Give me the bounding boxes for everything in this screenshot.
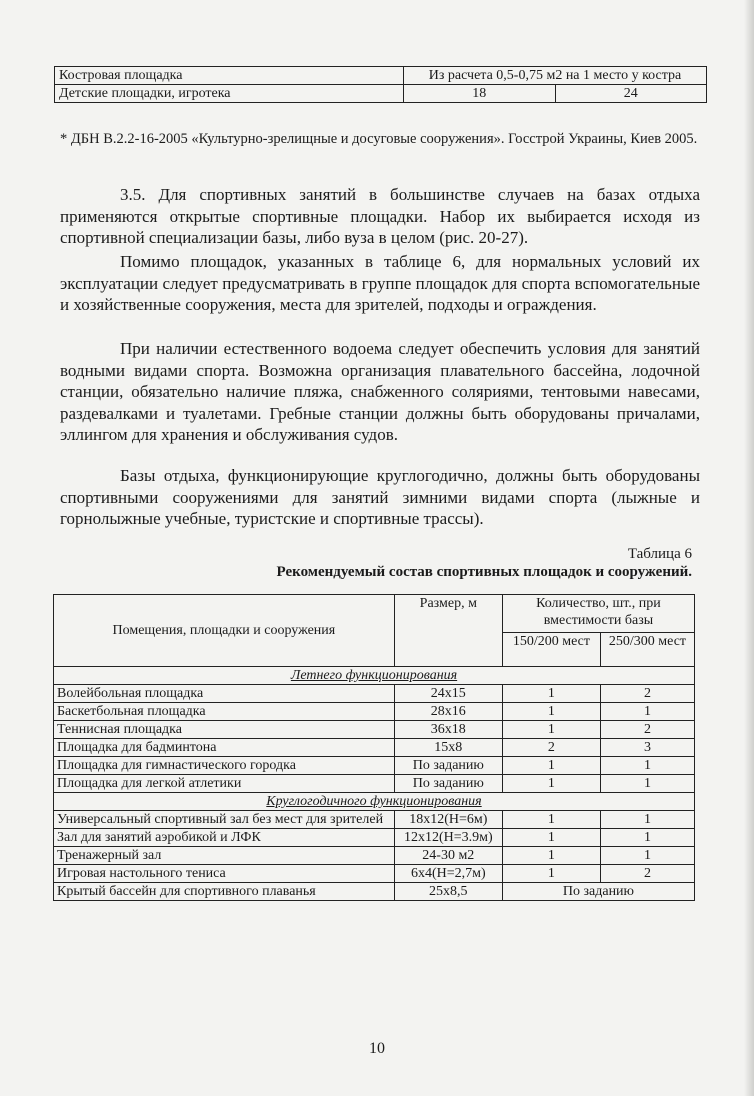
table-row: [54, 883, 695, 901]
row-size: 25х8,5: [394, 883, 502, 901]
row-q1: 1: [502, 757, 600, 775]
section-row: [54, 793, 695, 811]
row-name: Зал для занятий аэробикой и ЛФК: [54, 829, 395, 847]
header-capacity-1: 150/200 мест: [502, 633, 600, 667]
paragraph: Помимо площадок, указанных в таблице 6, для нормальных условий их эксплуатации следует предусматривать в группе площадок для спорта вспомогательные и хозяйственные сооружения, места для зрителей, подходы и ограждения.: [60, 252, 700, 314]
row-q2: 3: [600, 739, 694, 757]
row-q2: 1: [600, 703, 694, 721]
row-q2: 1: [600, 847, 694, 865]
paragraph: При наличии естественного водоема следует обеспечить условия для занятий водными видами спорта. Возможна организация плавательного бассейна, лодочной станции, обязательно наличие пляжа, снабженного соляриями, тентовыми навесами, раздевалками и туалетами. Гребные станции должны быть оборудованы причалами, эллингом для хранения и обслуживания судов.: [60, 339, 700, 444]
table-row: [54, 721, 695, 739]
table-row: [54, 847, 695, 865]
row-q2: 1: [600, 775, 694, 793]
sports-facilities-table: [53, 594, 695, 901]
table-row: [55, 67, 707, 85]
table-header-row: [54, 595, 695, 633]
table-row: [54, 739, 695, 757]
row-q2: 2: [600, 865, 694, 883]
section-row: [54, 667, 695, 685]
row-name: Крытый бассейн для спортивного плаванья: [54, 883, 395, 901]
table-row: [54, 829, 695, 847]
row-name: Тренажерный зал: [54, 847, 395, 865]
row-size: По заданию: [394, 775, 502, 793]
row-q2: 1: [600, 757, 694, 775]
table-row: [54, 703, 695, 721]
row-name: Игровая настольного тениса: [54, 865, 395, 883]
row-q1: 1: [502, 703, 600, 721]
row-q2: 2: [600, 721, 694, 739]
header-size: Размер, м: [394, 595, 502, 667]
row-q1: 1: [502, 847, 600, 865]
row-name: Площадка для бадминтона: [54, 739, 395, 757]
section-summer: Летнего функционирования: [54, 667, 695, 685]
table-row: [54, 685, 695, 703]
table-cell: 24: [555, 85, 707, 103]
paragraph: 3.5. Для спортивных занятий в большинстве случаев на базах отдыха применяются открытые спортивные площадки. Набор их выбирается исходя из спортивной специализации базы, либо вуза в целом (рис. 20-27).: [60, 185, 700, 247]
page-edge-shadow: [744, 0, 754, 1096]
table-cell: Костровая площадка: [55, 67, 404, 85]
row-name: Теннисная площадка: [54, 721, 395, 739]
footnote: * ДБН В.2.2-16-2005 «Культурно-зрелищные и досуговые сооружения». Госстрой Украины, Киев 2005.: [60, 131, 698, 147]
header-quantity: Количество, шт., при вместимости базы: [502, 595, 694, 633]
row-q2: 1: [600, 811, 694, 829]
table-row: [54, 775, 695, 793]
row-size: 18х12(Н=6м): [394, 811, 502, 829]
table-cell: 18: [404, 85, 556, 103]
table-number: Таблица 6: [627, 546, 692, 562]
row-q2: 1: [600, 829, 694, 847]
row-q1: 1: [502, 811, 600, 829]
row-size: 15х8: [394, 739, 502, 757]
row-name: Баскетбольная площадка: [54, 703, 395, 721]
table-row: [54, 757, 695, 775]
section-year-round: Круглогодичного функционирования: [54, 793, 695, 811]
row-q1: 2: [502, 739, 600, 757]
table-title: Рекомендуемый состав спортивных площадок и сооружений.: [276, 564, 692, 580]
table-row: [54, 811, 695, 829]
row-q1: 1: [502, 829, 600, 847]
page-number: 10: [369, 1040, 385, 1057]
row-name: Площадка для гимнастического городка: [54, 757, 395, 775]
paragraph: Базы отдыха, функционирующие круглогодично, должны быть оборудованы спортивными сооружениями для занятий зимними видами спорта (лыжные и горнолыжные учебные, туристские и спортивные трассы).: [60, 466, 700, 528]
continuation-table: [54, 66, 707, 103]
row-q1: 1: [502, 865, 600, 883]
row-size: 36х18: [394, 721, 502, 739]
row-q1: 1: [502, 721, 600, 739]
row-size: 12х12(Н=3.9м): [394, 829, 502, 847]
row-size: 6х4(Н=2,7м): [394, 865, 502, 883]
row-size: 24х15: [394, 685, 502, 703]
row-quantity: По заданию: [502, 883, 694, 901]
table-cell: Детские площадки, игротека: [55, 85, 404, 103]
row-size: По заданию: [394, 757, 502, 775]
row-size: 28х16: [394, 703, 502, 721]
row-q1: 1: [502, 685, 600, 703]
row-q2: 2: [600, 685, 694, 703]
table-row: [55, 85, 707, 103]
header-rooms: Помещения, площадки и сооружения: [54, 595, 395, 667]
row-name: Волейбольная площадка: [54, 685, 395, 703]
table-row: [54, 865, 695, 883]
header-capacity-2: 250/300 мест: [600, 633, 694, 667]
table-cell: Из расчета 0,5-0,75 м2 на 1 место у костра: [404, 67, 707, 85]
row-name: Универсальный спортивный зал без мест для зрителей: [54, 811, 395, 829]
row-q1: 1: [502, 775, 600, 793]
row-name: Площадка для легкой атлетики: [54, 775, 395, 793]
row-size: 24-30 м2: [394, 847, 502, 865]
